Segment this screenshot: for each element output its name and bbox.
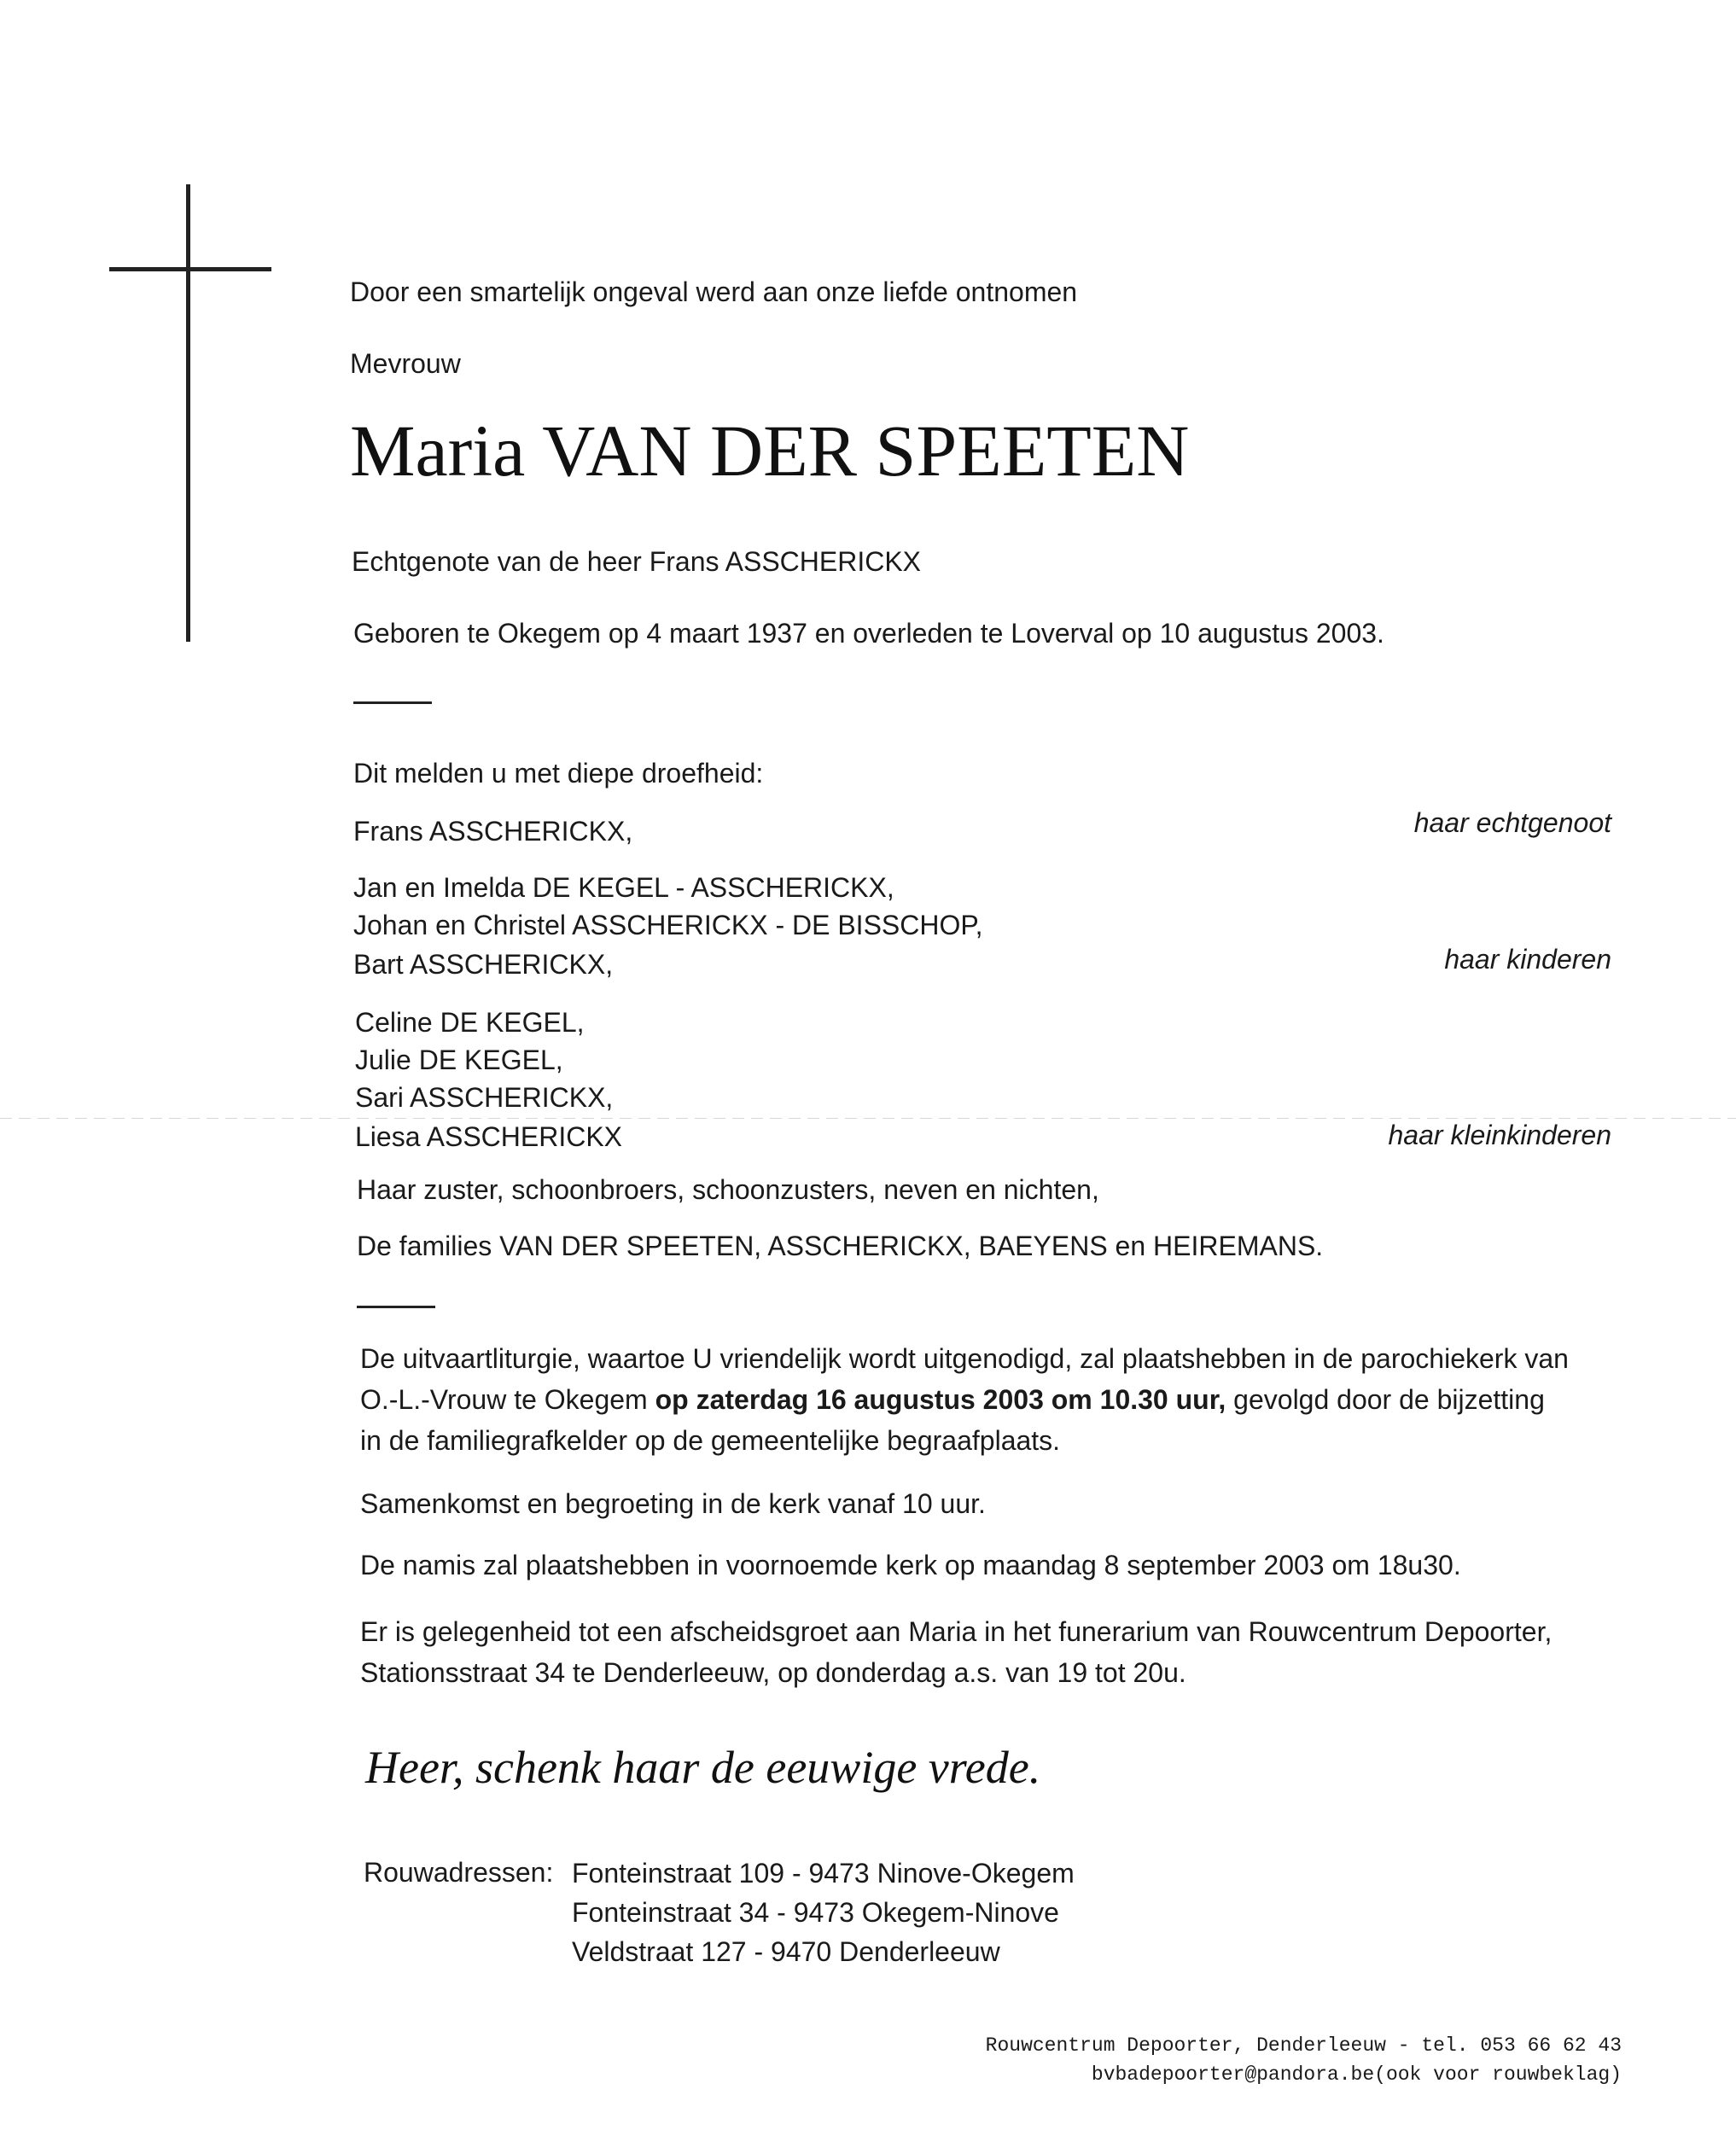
cross-vertical-bar (186, 184, 190, 642)
gathering-line: Samenkomst en begroeting in de kerk vanaf 10 uur. (360, 1488, 986, 1519)
salutation: Mevrouw (350, 348, 461, 379)
mourner-grandchild: Sari ASSCHERICKX, (355, 1082, 614, 1113)
funeral-home-footer (986, 2031, 1622, 2089)
relatives-line: Haar zuster, schoonbroers, schoonzusters, neven en nichten, (357, 1174, 1099, 1205)
address-line: Veldstraat 127 - 9470 Denderleeuw (572, 1936, 1000, 1967)
farewell-line-2: Stationsstraat 34 te Denderleeuw, op donderdag a.s. van 19 tot 20u. (360, 1657, 1186, 1688)
farewell-line-1: Er is gelegenheid tot een afscheidsgroet aan Maria in het funerarium van Rouwcentrum Depoorter, (360, 1616, 1552, 1647)
mourner-child: Jan en Imelda DE KEGEL - ASSCHERICKX, (353, 872, 894, 903)
liturgy-date-time: op zaterdag 16 augustus 2003 om 10.30 uur, (655, 1384, 1226, 1415)
mourner-child: Bart ASSCHERICKX, (353, 949, 614, 980)
mourner-spouse: Frans ASSCHERICKX, (353, 816, 633, 847)
mourner-child: Johan en Christel ASSCHERICKX - DE BISSCHOP, (353, 910, 983, 940)
liturgy-line-2-end: gevolgd door de bijzetting (1226, 1384, 1545, 1415)
spouse-line: Echtgenote van de heer Frans ASSCHERICKX (352, 546, 922, 577)
liturgy-line-2 (360, 1379, 1615, 1420)
prayer-line: Heer, schenk haar de eeuwige vrede. (365, 1742, 1041, 1793)
mourner-grandchild: Celine DE KEGEL, (355, 1007, 585, 1038)
addresses-label: Rouwadressen: (364, 1857, 554, 1888)
mourner-grandchild: Julie DE KEGEL, (355, 1045, 563, 1075)
cross-horizontal-bar (109, 267, 271, 271)
role-grandchildren: haar kleinkinderen (1388, 1120, 1611, 1150)
footer-contact: Rouwcentrum Depoorter, Denderleeuw - tel. 053 66 62 43 (985, 2034, 1622, 2057)
farewell-paragraph (360, 1611, 1615, 1693)
liturgy-line-2-start: O.-L.-Vrouw te Okegem (360, 1384, 655, 1415)
divider-1 (353, 701, 432, 704)
addresses-list (572, 1854, 1075, 1971)
birth-death-line: Geboren te Okegem op 4 maart 1937 en overleden te Loverval op 10 augustus 2003. (353, 618, 1384, 649)
footer-email: bvbadepoorter@pandora.be(ook voor rouwbeklag) (1091, 2063, 1622, 2086)
deceased-name: Maria VAN DER SPEETEN (350, 410, 1190, 492)
role-children: haar kinderen (1444, 944, 1611, 975)
families-line: De families VAN DER SPEETEN, ASSCHERICKX, BAEYENS en HEIREMANS. (357, 1231, 1324, 1261)
address-line: Fonteinstraat 109 - 9473 Ninove-Okegem (572, 1858, 1075, 1889)
divider-2 (357, 1306, 435, 1308)
role-spouse: haar echtgenoot (1413, 807, 1611, 838)
announce-line: Dit melden u met diepe droefheid: (353, 758, 764, 789)
liturgy-paragraph (360, 1338, 1615, 1461)
mourner-grandchild: Liesa ASSCHERICKX (355, 1121, 623, 1152)
liturgy-line-3: in de familiegrafkelder op de gemeentelijke begraafplaats. (360, 1425, 1061, 1456)
intro-text: Door een smartelijk ongeval werd aan onze liefde ontnomen (350, 276, 1078, 307)
memorial-mass-line: De namis zal plaatshebben in voornoemde kerk op maandag 8 september 2003 om 18u30. (360, 1550, 1461, 1580)
liturgy-line-1: De uitvaartliturgie, waartoe U vriendelijk wordt uitgenodigd, zal plaatshebben in de parochiekerk van (360, 1343, 1569, 1374)
address-line: Fonteinstraat 34 - 9473 Okegem-Ninove (572, 1897, 1059, 1928)
